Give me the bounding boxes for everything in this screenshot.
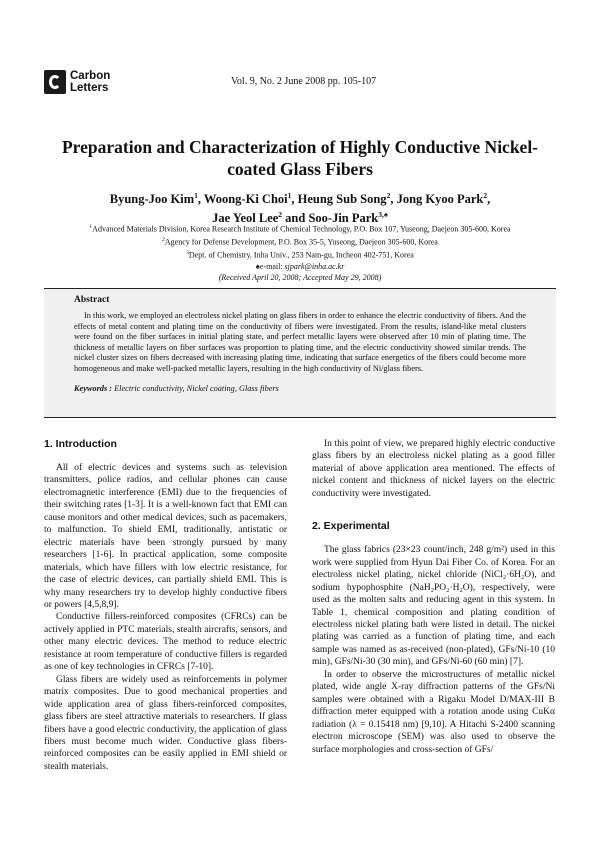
keywords-text: Electric conductivity, Nickel coating, Glass fibers — [114, 383, 279, 393]
author-line-1: Byung-Joo Kim$^1$, Woong-Ki Choi$^1$, Heung Sub Song$^2$, Jong Kyoo Park$^2$, — [109, 191, 491, 207]
logo-line-2: Letters — [70, 82, 109, 94]
paragraph: Conductive fillers-reinforced composites (CFRCs) can be actively applied in PTC materials, stealth aircrafts, sensors, and other many electric devices. The method to reduce electric resistance at room temperature of conductive fillers is regarded as one of key technologies in CFRCs [7-10]. — [44, 612, 287, 673]
author-affil-mark: 2 — [386, 191, 391, 200]
section-heading-introduction: 1. Introduction — [44, 438, 117, 450]
author-affil-mark: 3,♠ — [378, 210, 388, 220]
email-line — [40, 261, 560, 272]
author-name: Byung-Joo Kim — [109, 192, 195, 207]
keywords — [74, 384, 526, 393]
author-name: Jae Yeol Lee — [212, 211, 279, 226]
logo-line-1: Carbon — [70, 70, 111, 82]
author-affil-mark: 2 — [483, 191, 488, 200]
affiliation-3 — [40, 248, 560, 261]
abstract-box — [44, 288, 556, 418]
email-address[interactable]: sjpark@inha.ac.kr — [284, 261, 345, 271]
affil-mark: 3 — [186, 249, 189, 256]
abstract-text: In this work, we employed an electroless nickel plating on glass fibers in order to enhance the electric conductivity of fibers. And the effects of metal content and plating time on the conductivity of fibers were investigated. From the results, island-like metal clusters were found on the fiber surfaces in initial plating state, and perfect metallic layers were observed after 10 min of plating time. The thickness of metallic layers on fiber surfaces was proportion to plating time, and the electric conductivity showed similar trends. The nickel cluster sizes on fibers decreased with increasing plating time, indicating that surface energetics of the fibers could become more homogeneous and make well-packed metallic layers, resulting in the high conductivity of Ni/glass fibers. — [74, 311, 526, 373]
author-line-2: Jae Yeol Lee$^2$ and Soo-Jin Park$^{3,♠}$ — [212, 210, 388, 226]
affil-text: Advanced Materials Division, Korea Research Institute of Chemical Technology, P.O. Box 107, Yuseong, Daejeon 305-600, Korea — [92, 224, 511, 234]
left-column — [44, 438, 287, 773]
affiliation-2 — [40, 235, 560, 248]
author-affil-mark: 2 — [278, 210, 283, 220]
section-heading-experimental: 2. Experimental — [312, 520, 390, 533]
author-name: Heung Sub Song — [297, 192, 387, 207]
right-column — [312, 438, 555, 756]
abstract-heading: Abstract — [74, 295, 110, 305]
received-dates: (Received April 20, 2008; Accepted May 29, 2008) — [218, 273, 382, 283]
paragraph: The glass fabrics (23×23 count/inch, 248 g/m²) used in this work were supplied from Hyun Dai Fiber Co. of Korea. For an electroless nickel plating, nickel chloride (NiCl₂·6H₂O), and sodium hypophosphite (NaH₂PO₂·H₂O), respectively, were used as the molten salts and reducing agent in this system. In Table 1, chemical composition and plating condition of electroless nickel plating bath were listed in detail. The nickel plating was carried as a function of plating time, and each sample was named as as-received (non-plated), GFs/Ni-10 (10 min), GFs/Ni-30 (30 min), and GFs/Ni-60 (60 min) [7]. — [312, 545, 555, 668]
paragraph: In order to observe the microstructures of metallic nickel plated, wide angle X-ray diffraction patterns of the GFs/Ni samples were obtained with a Rigaku Model D/MAX-III B diffraction meter equipped with a rotation anode using CuKα radiation (λ = 0.15418 nm) [9,10]. A Hitachi S-2400 scanning electron microscope (SEM) was also used to observe the surface morphologies and cross-section of GFs/ — [312, 669, 555, 755]
paragraph: In this point of view, we prepared highly electric conductive glass fibers by an electroless nickel plating as a good filler material of above application area mentioned. The effects of nickel content and thickness of nickel layers on the electric conductivity were investigated. — [312, 439, 555, 499]
author-name: Jong Kyoo Park — [396, 192, 484, 207]
affiliation-1 — [40, 222, 560, 235]
affiliations — [40, 222, 560, 283]
author-list — [60, 188, 540, 226]
affil-text: Agency for Defense Development, P.O. Box 35-5, Yuseong, Daejeon 305-600, Korea — [164, 237, 438, 247]
title-line-1: Preparation and Characterization of Highly Conductive Nickel- — [61, 137, 539, 157]
paper-title — [60, 136, 540, 180]
affil-mark: 2 — [162, 236, 165, 243]
author-affil-mark: 1 — [287, 191, 292, 200]
author-affil-mark: 1 — [194, 191, 198, 200]
title-line-2: coated Glass Fibers — [227, 159, 373, 179]
journal-volume-info: Vol. 9, No. 2 June 2008 pp. 105-107 — [231, 76, 377, 87]
keywords-label: Keywords : — [74, 383, 115, 393]
affil-text: Dept. of Chemistry, Inha Univ., 253 Nam-gu, Incheon 402-751, Korea — [188, 250, 414, 260]
author-name: Soo-Jin Park — [308, 211, 379, 226]
email-label: ♠e-mail: — [255, 261, 285, 271]
journal-logo — [44, 70, 110, 94]
carbon-letters-logo-icon — [44, 70, 66, 94]
paragraph: All of electric devices and systems such as television transmitters, police radios, and cellular phones can cause electromagnetic interference (EMI) due to the frequencies of their switching rates [1-3]. It is a well-known fact that EMI can cause monitors and other medical devices, such as pacemakers, to malfunction. To shield EMI, traditionally, antistatic or electric materials have been strongly pursued by many researchers [1-6]. In practical application, some composite materials, which have fillers with low electric resistance, for the case of electric devices, can partially shield EMI. This is why many researchers try to develop highly conductive fibers or powers [4,5,8,9]. — [44, 463, 287, 610]
logo-text — [70, 70, 110, 94]
author-name: Woong-Ki Choi — [203, 192, 288, 207]
affil-mark: 1 — [89, 224, 93, 230]
paragraph: Glass fibers are widely used as reinforcements in polymer matrix composites. Due to good mechanical properties and wide application area of glass fibers-reinforced composites, glass fibers are steel attractive materials to researchers. If glass fibers have a good electric conductivity, the application of glass fibers must become much wider. Conductive glass fibers-reinforced composites can be easily applied in EMI shield or stealth materials. — [44, 674, 287, 772]
